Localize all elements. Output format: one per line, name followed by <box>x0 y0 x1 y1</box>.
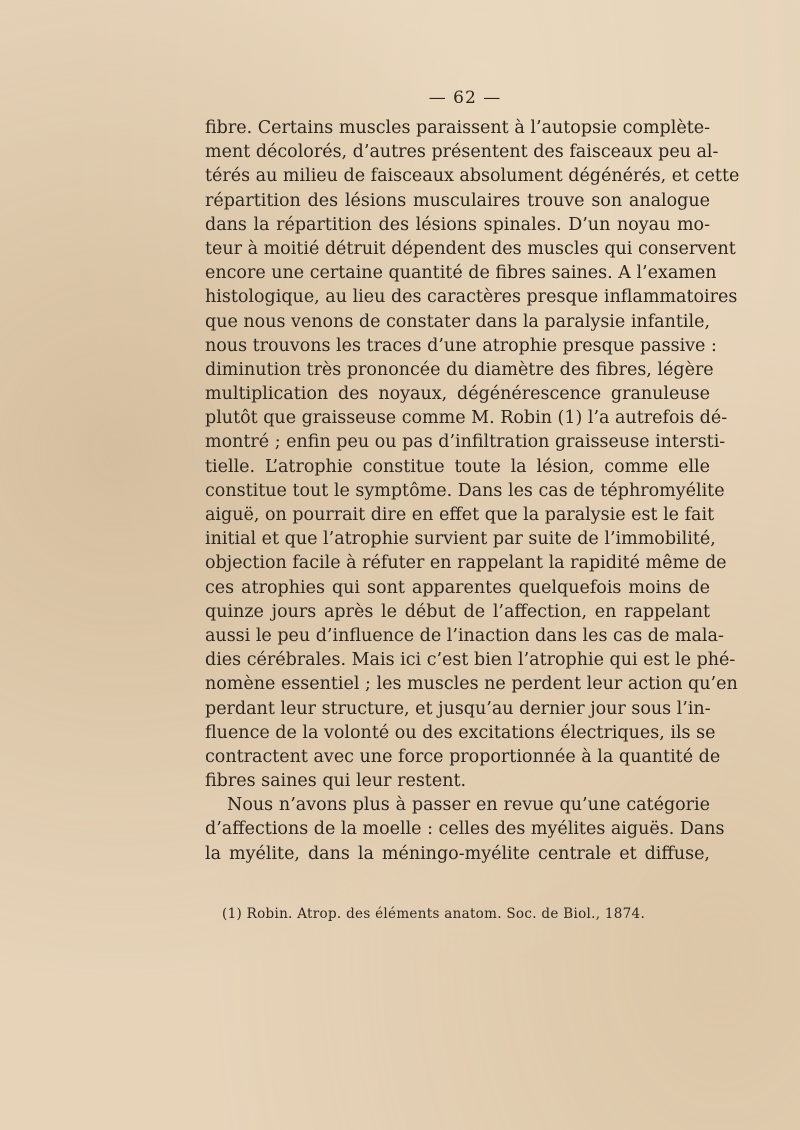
text-line: constitue tout le symptôme. Dans les cas de téphromyélite <box>205 480 725 501</box>
text-line: encore une certaine quantité de fibres saines. A l’examen <box>205 263 717 284</box>
text-line: contractent avec une force proportionnée à la quantité de <box>205 746 721 767</box>
text-line: plutôt que graisseuse comme M. Robin (1) l’a autrefois dé- <box>205 408 728 429</box>
text-line: aussi le peu d’influence de l’inaction dans les cas de mala- <box>205 625 724 646</box>
text-line: initial et que l’atrophie survient par suite de l’immobilité, <box>205 529 716 550</box>
text-line: d’affections de la moelle : celles des myélites aiguës. Dans <box>205 819 725 840</box>
text-line: ment décolorés, d’autres présentent des faisceaux peu al- <box>205 142 719 163</box>
text-line: montré ; enfin peu ou pas d’infiltration graisseuse intersti- <box>205 432 726 453</box>
text-line: quinze jours après le début de l’affection, en rappelant <box>205 601 710 622</box>
text-line: histologique, au lieu des caractères presque inflammatoires <box>205 287 738 308</box>
footnote: (1) Robin. Atrop. des éléments anatom. Soc. de Biol., 1874. <box>222 906 646 922</box>
text-line: fibre. Certains muscles paraissent à l’autopsie complète- <box>205 118 710 138</box>
text-line: dies cérébrales. Mais ici c’est bien l’atrophie qui est le phé- <box>205 650 736 671</box>
text-line: nous trouvons les traces d’une atrophie presque passive : <box>205 335 717 356</box>
text-line: aiguë, on pourrait dire en effet que la paralysie est le fait <box>205 505 715 525</box>
text-line: fluence de la volonté ou des excitations électriques, ils se <box>205 722 716 743</box>
body-text <box>205 116 740 866</box>
page-number: — 62 — <box>428 88 502 108</box>
text-line: ces atrophies qui sont apparentes quelquefois moins de <box>205 577 710 598</box>
text-line: dans la répartition des lésions spinales. D’un noyau mo- <box>205 214 710 235</box>
text-line: répartition des lésions musculaires trouve son analogue <box>205 190 710 211</box>
text-line: Nous n’avons plus à passer en revue qu’une catégorie <box>227 795 710 816</box>
text-line: objection facile à réfuter en rappelant la rapidité même de <box>205 553 727 574</box>
text-line: teur à moitié détruit dépendent des muscles qui conservent <box>205 238 736 259</box>
text-line: nomène essentiel ; les muscles ne perdent leur action qu’en <box>205 674 738 695</box>
text-line: multiplication des noyaux, dégénérescence granuleuse <box>205 384 710 405</box>
text-line: perdant leur structure, et jusqu’au dernier jour sous l’in- <box>205 698 711 719</box>
text-line: tielle. L’atrophie constitue toute la lésion, comme elle <box>205 456 710 477</box>
text-line: térés au milieu de faisceaux absolument dégénérés, et cette <box>205 166 740 187</box>
text-line: diminution très prononcée du diamètre des fibres, légère <box>205 359 714 380</box>
text-line: fibres saines qui leur restent. <box>205 771 467 792</box>
text-line: la myélite, dans la méningo-myélite centrale et diffuse, <box>205 843 710 864</box>
text-line: que nous venons de constater dans la paralysie infantile, <box>205 311 711 332</box>
